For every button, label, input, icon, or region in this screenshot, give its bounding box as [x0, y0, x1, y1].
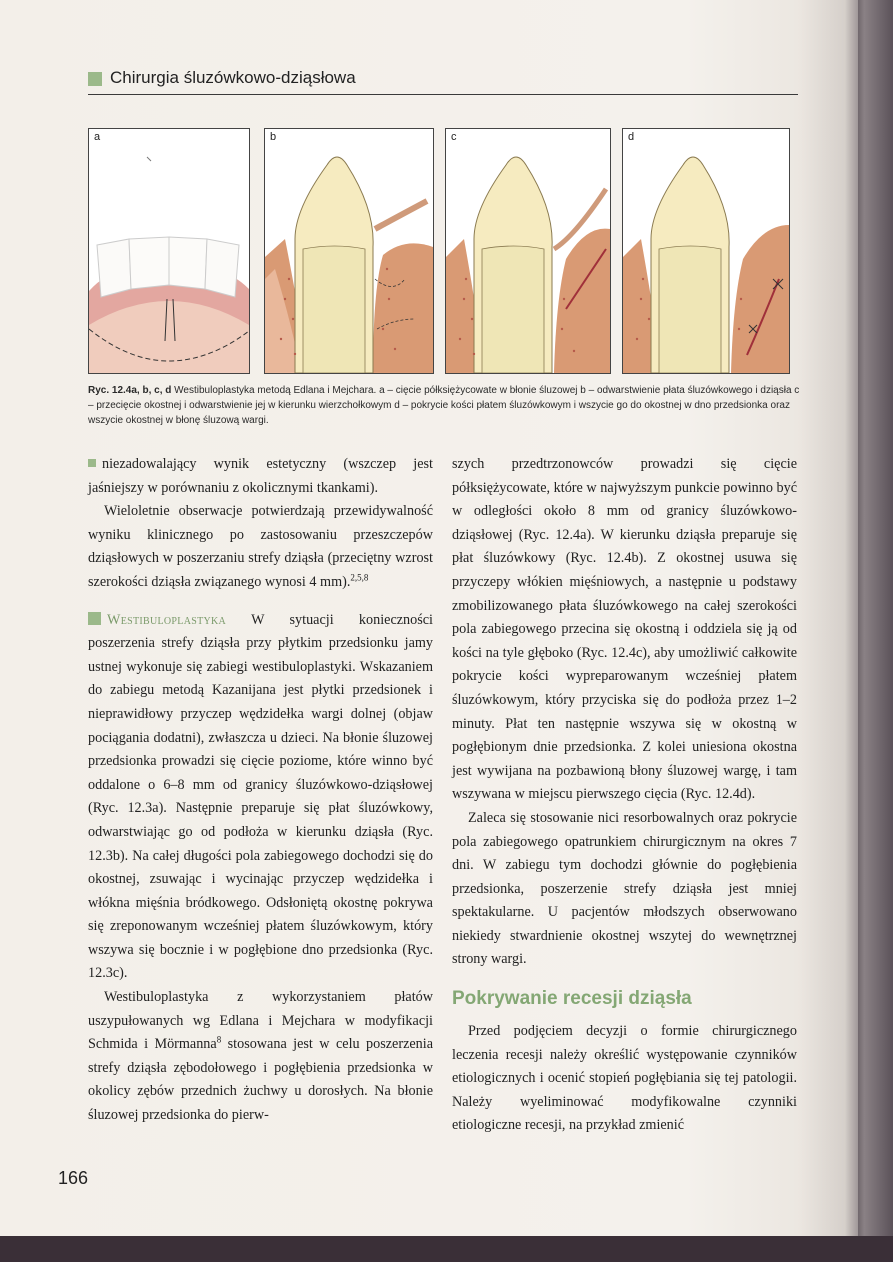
- bullet-square-icon: [88, 459, 96, 467]
- chapter-header: [88, 68, 798, 95]
- paragraph: [88, 500, 433, 594]
- paragraph: Przed podjęciem decyzji o formie chirurgicznego leczenia recesji należy określić występowanie czynników etiologicznych i ocenić stopień pogłębiania się tej patologii. Należy wyeliminować modyfikowalne czynniki etiologiczne recesji, na przykład zmienić: [452, 1023, 797, 1134]
- caption-label: Ryc. 12.4a, b, c, d: [88, 385, 172, 396]
- reference-superscript: 8: [216, 1034, 222, 1045]
- tooth-cross-section-c: [446, 129, 610, 373]
- paragraph: Zaleca się stosowanie nici resorbowalnych oraz pokrycie pola zabiegowego opatrunkiem chirurgicznym na okres 7 dni. W zabiegu tym dochodzi głównie do pogłębienia przedsionka, poszerzenie strefy dziąsła jest mniej spektakularne. U pacjentów młodszych obserwowano niekiedy stwardnienie okostnej wszytej do wewnętrznej strony wargi.: [452, 809, 797, 968]
- panel-label-c: c: [451, 131, 457, 143]
- figure-panel-a: [88, 128, 250, 374]
- paragraph: [88, 986, 433, 1128]
- right-column: [452, 453, 797, 1138]
- paragraph-text: niezadowalający wynik estetyczny (wszczep jest jaśniejszy w porównaniu z okolicznymi tkankami).: [88, 456, 433, 496]
- paragraph: [88, 453, 433, 500]
- figure-panel-d: [622, 128, 790, 374]
- paragraph-text: Wieloletnie obserwacje potwierdzają przewidywalność wyniku klinicznego po zastosowaniu przeszczepów dziąsłowych w poszerzaniu strefy dziąsła (przeciętny wzrost szerokości dziąsła związanego wynosi 4 mm).: [88, 503, 433, 590]
- figure-caption: [88, 383, 800, 428]
- section-title: Westibuloplastyka: [107, 611, 227, 628]
- figure-panel-b: [264, 128, 434, 374]
- page-number: 166: [58, 1168, 89, 1188]
- paragraph-text: Westibuloplastyka z wykorzystaniem płatów uszypułowanych wg Edlana i Mejchara w modyfikacji Schmida i Mörmanna: [88, 989, 433, 1053]
- left-column: [88, 453, 433, 1128]
- page-edge-shadow: [845, 0, 893, 1262]
- section-heading: Pokrywanie recesji dziąsła: [452, 988, 692, 1010]
- caption-text: Westibuloplastyka metodą Edlana i Mejchara. a – cięcie półksiężycowate w błonie śluzowej b – odwarstwienie płata śluzówkowego i dziąsła c – przecięcie okostnej i odwarstwienie jej w kierunku wierzchołkowym d – pokrycie kości płatem śluzówkowym i wszycie go do okostnej w dno przedsionka oraz wszycie okostnej w błonę śluzową wargi.: [88, 385, 800, 426]
- panel-label-a: a: [94, 131, 101, 143]
- figure-panel-c: [445, 128, 611, 374]
- paragraph: [88, 609, 433, 987]
- section-square-icon: [88, 612, 101, 625]
- header-square-icon: [88, 72, 102, 86]
- panel-label-d: d: [628, 131, 635, 143]
- reference-superscript: 2,5,8: [350, 572, 369, 583]
- paragraph-text: stosowana jest w celu poszerzenia strefy dziąsła zębodołowego i pogłębienia przedsionka w okolicy zębów przednich żuchwy u dorosłych. Na błonie śluzowej przedsionka do pierw-: [88, 1036, 433, 1124]
- panel-label-b: b: [270, 131, 277, 143]
- front-teeth-illustration: [89, 129, 249, 373]
- paragraph-text: W sytuacji konieczności poszerzenia strefy dziąsła przy płytkim przedsionku jamy ustnej wykonuje się zabiegi westibuloplastyki. Wskazaniem do zabiegu metodą Kazanijana jest płytki przedsionek i nieprawidłowy przyczep wędzidełka wargi dolnej (objaw pociągania dodatni), zwłaszcza u dzieci. Na błonie śluzowej przedsionka prowadzi się cięcie poziome, które winno być oddalone o 6–8 mm od granicy śluzówkowo-dziąsłowej (Ryc. 12.3a). Następnie preparuje się płat śluzówkowy, odwarstwiając go od podłoża w kierunku dziąsła (Ryc. 12.3b). Na całej długości pola zabiegowego dochodzi się do okostnej, zsuwając i wycinając przyczep wędzidełka i włókna mięśnia bródkowego. Odsłoniętą okostnę pokrywa się zreponowanym wcześniej płatem śluzówkowym, który wszywa się bocznie i w pogłębione dno przedsionka (Ryc. 12.3c).: [88, 611, 433, 982]
- chapter-title: Chirurgia śluzówkowo-dziąsłowa: [110, 68, 356, 87]
- tooth-cross-section-b: [265, 129, 433, 373]
- scan-bottom-edge: [0, 1236, 893, 1262]
- paragraph: szych przedtrzonowców prowadzi się cięcie półksiężycowate, które w najwyższym punkcie powinno być w odległości około 8 mm od granicy śluzówkowo-dziąsłowej (Ryc. 12.4a). W kierunku dziąsła preparuje się płat śluzówkowy (Ryc. 12.4b). Z okostnej usuwa się przyczepy włókien mięśniowych, a następnie u podstawy zmobilizowanego płata śluzówkowego na całej szerokości pola zabiegowego przecina się okostną i oddziela się ją od kości na tyle głęboko (Ryc. 12.4c), aby umożliwić całkowite pokrycie kości wypreparowanym wcześniej płatem śluzówkowym, który przyciska się do podłoża przez 1–2 minuty. Płat ten następnie wszywa się w okostną w pogłębionym dnie przedsionka. Z kolei uniesiona okostna jest wywijana na pozbawioną błony śluzowej wargę, i tam wszywana w miejscu pierwszego cięcia (Ryc. 12.4d).: [452, 456, 797, 803]
- tooth-cross-section-d: [623, 129, 789, 373]
